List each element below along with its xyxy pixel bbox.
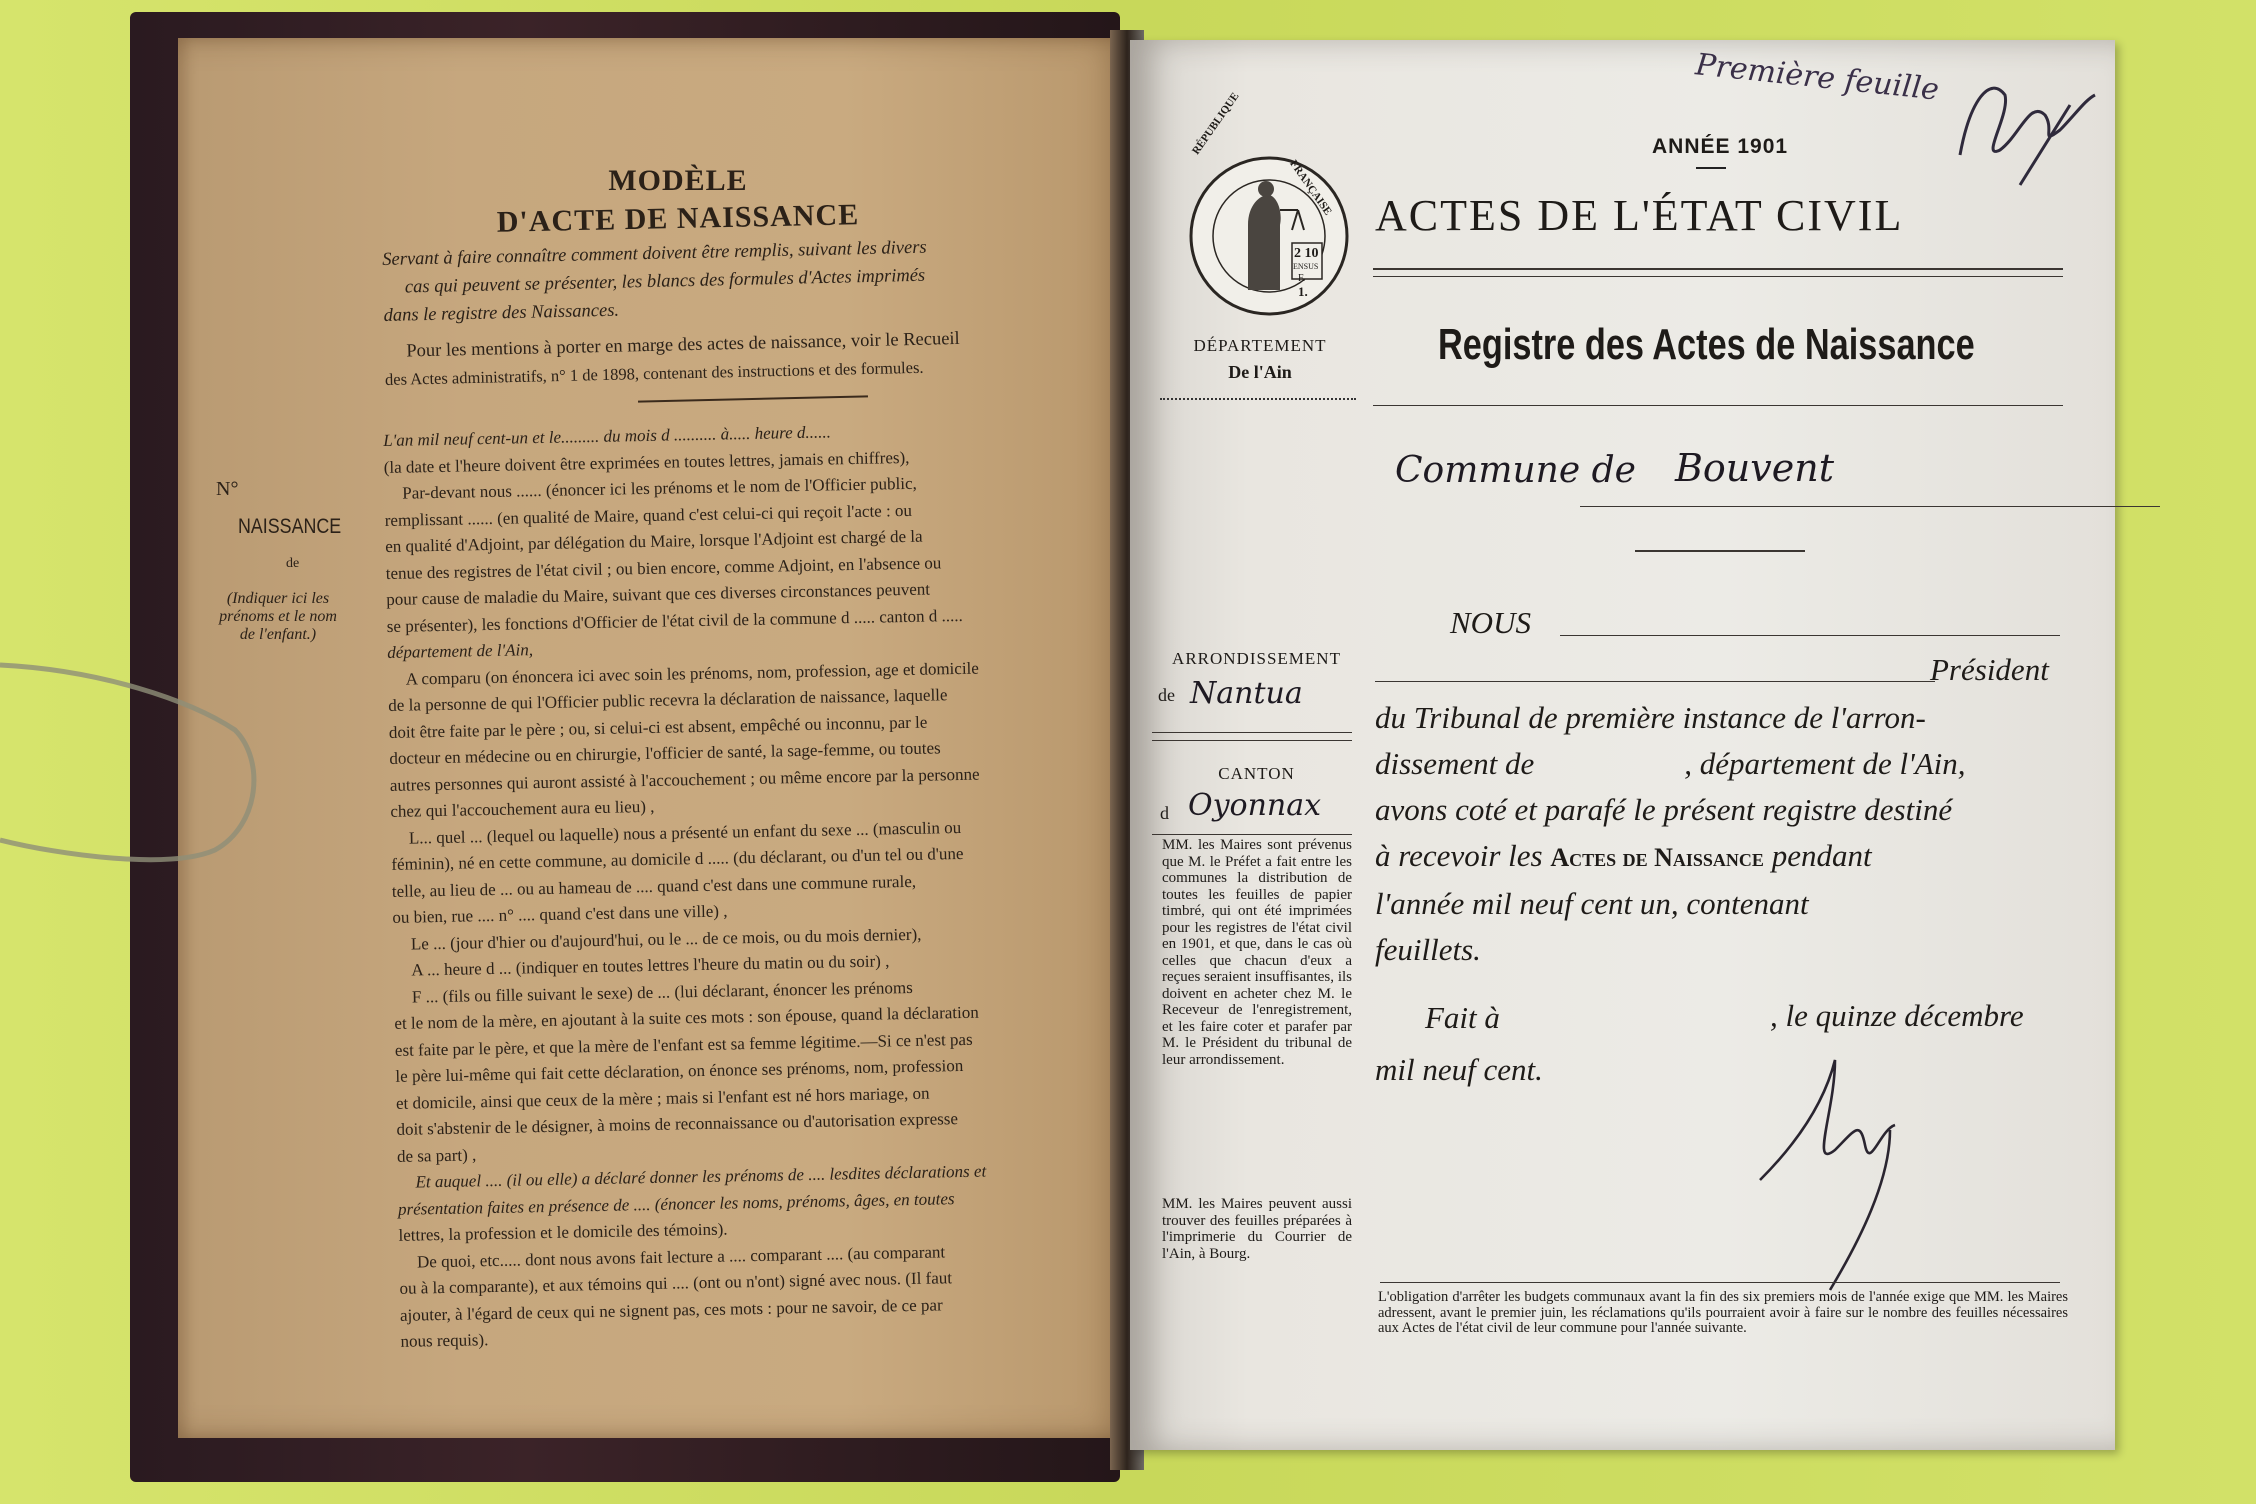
canton-rule	[1152, 834, 1352, 835]
department-value: De l'Ain	[1228, 362, 1292, 382]
president-rule	[1375, 681, 1935, 682]
body-line: docteur en médecine ou en chirurgie, l'officier de santé, la sage-femme, ou toutes	[389, 738, 941, 768]
body-line: de la personne de qui l'Officier public recevra la déclaration de naissance, laquelle	[388, 685, 948, 715]
fait-a-label: Fait à	[1425, 1000, 1500, 1035]
margin-de-label: de	[286, 556, 300, 571]
body-line: présentation faites en présence de .... (énoncer les noms, prénoms, âges, en toutes	[397, 1188, 955, 1219]
body-line: ou à la comparante), et aux témoins qui .... (ont ou n'ont) signé avec nous. (Il faut	[399, 1268, 953, 1298]
department-rule	[1160, 398, 1356, 400]
margin-note-line: (Indiquer ici les	[226, 590, 330, 607]
body-line: ajouter, à l'égard de ceux qui ne signent pas, ces mots : pour ne savoir, de ce par	[399, 1294, 943, 1325]
registration-line	[1375, 833, 2075, 881]
right-page	[1130, 40, 2115, 1450]
body-line: De quoi, etc..... dont nous avons fait lecture a .... comparant .... (au comparant	[416, 1241, 946, 1271]
commune-short-rule	[1635, 550, 1805, 552]
registration-line: l'année mil neuf cent un, contenant	[1375, 886, 1809, 921]
seal-value: 2 10	[1294, 246, 1319, 261]
model-intro	[382, 230, 1075, 394]
canton-label: CANTON	[1218, 764, 1295, 783]
registration-line-part: pendant	[1771, 838, 1872, 873]
intro-line: dans le registre des Naissances.	[383, 300, 620, 326]
margin-naissance-label: NAISSANCE	[238, 515, 342, 538]
body-line: Par-devant nous ...... (énoncer ici les prénoms et le nom de l'Officier public,	[402, 473, 917, 503]
seal-republique-text: RÉPUBLIQUE	[1190, 90, 1242, 157]
body-line: pour cause de maladie du Maire, suivant que ces diverses circonstances peuvent	[386, 579, 931, 609]
body-line: A comparu (on énoncera ici avec soin les prénoms, nom, profession, age et domicile	[405, 658, 980, 689]
model-body-text	[383, 415, 1101, 1356]
margin-note	[204, 590, 352, 644]
registration-line-part: dissement de	[1375, 746, 1535, 781]
nous-label: NOUS	[1450, 605, 1531, 640]
left-page	[178, 38, 1128, 1438]
handwritten-first-sheet-note: Première feuille	[1693, 47, 1941, 108]
seal-francaise-text: FRANÇAISE	[1287, 158, 1334, 218]
year-label: ANNÉE 1901	[1652, 135, 1789, 158]
body-line: de sa part) ,	[396, 1144, 477, 1166]
eyeglasses-arm	[0, 640, 280, 880]
body-line: est faite par le père, et que la mère de l'enfant est sa femme légitime.—Si ce n'est pas	[394, 1029, 973, 1060]
body-line: L... quel ... (lequel ou laquelle) nous a présenté un enfant du sexe ... (masculin ou	[408, 817, 962, 848]
commune-label: Commune de	[1395, 450, 1636, 491]
canton-de: d	[1160, 803, 1169, 823]
date-text: , le quinze décembre	[1770, 998, 2024, 1033]
stamp-seal-icon	[1188, 155, 1350, 317]
seal-one: 1.	[1298, 284, 1308, 299]
body-line: tenue des registres de l'état civil ; ou bien encore, comme Adjoint, en l'absence ou	[385, 552, 942, 583]
model-title-line1: MODÈLE	[608, 164, 748, 197]
registration-body	[1375, 695, 2075, 973]
margin-note-line: de l'enfant.)	[239, 626, 317, 643]
body-line: Le ... (jour d'hier ou d'aujourd'hui, ou le ... de ce mois, ou du mois dernier),	[410, 924, 922, 954]
body-line: A ... heure d ... (indiquer en toutes lettres l'heure du matin ou du soir) ,	[411, 951, 890, 980]
nous-rule	[1560, 635, 2060, 636]
registration-line-part: , département de l'Ain,	[1684, 746, 1966, 781]
body-line: lettres, la profession et le domicile des témoins).	[398, 1219, 728, 1245]
model-title-line2: D'ACTE DE NAISSANCE	[496, 198, 860, 239]
printer-side-note: MM. les Maires peuvent aussi trouver des feuilles préparées à l'imprimerie du Courrier de l'Ain, à Bourg.	[1162, 1196, 1352, 1262]
margin-number-label: N°	[216, 478, 239, 500]
footer-rule	[1380, 1282, 2060, 1283]
handwritten-signature-top	[1910, 60, 2110, 190]
body-line: autres personnes qui auront assisté à l'accouchement ; ou même encore par la personne	[389, 764, 980, 795]
margin-note-line: prénoms et le nom	[219, 608, 337, 625]
intro-line: Servant à faire connaître comment doivent être remplis, suivant les divers	[382, 237, 927, 270]
president-label: Président	[1930, 652, 2049, 687]
year-underline	[1696, 167, 1726, 169]
registration-line: avons coté et parafé le présent registre destiné	[1375, 792, 1953, 827]
arrondissement-value: Nantua	[1190, 676, 1303, 711]
body-line: doit s'abstenir de le désigner, à moins de reconnaissance ou d'autorisation expresse	[396, 1109, 959, 1139]
prefect-side-note: MM. les Maires sont prévenus que M. le Préfet a fait entre les communes la distribution de toutes les feuilles de papier timbré, qui ont été imprimées pour les registres de l'état civil en 1901, et que, dans le cas où celles que chacun d'eux a reçues seraient insuffisantes, ils doivent en acheter chez M. le Receveur de l'enregistrement, et les faire coter et parafer par M. le Président du tribunal de leur arrondissement.	[1162, 837, 1352, 1068]
registration-line: du Tribunal de première instance de l'arron-	[1375, 700, 1926, 735]
handwritten-signature-bottom	[1740, 1020, 1920, 1310]
title-rule	[1373, 268, 2063, 270]
body-line: se présenter), les fonctions d'Officier de l'état civil de la commune d ..... canton d .....	[386, 605, 963, 636]
birth-register-title: Registre des Actes de Naissance	[1438, 320, 1975, 369]
arrondissement-rule	[1152, 732, 1352, 733]
arrondissement-de: de	[1158, 685, 1175, 705]
registration-line	[1375, 741, 2075, 787]
body-line: ou bien, rue .... n° .... quand c'est dans une ville) ,	[392, 901, 728, 927]
intro-line: Pour les mentions à porter en marge des actes de naissance, voir le Recueil	[406, 328, 960, 362]
arrondissement-label: ARRONDISSEMENT	[1172, 649, 1341, 668]
registration-line-part: Actes de Naissance	[1550, 843, 1764, 872]
body-line: remplissant ...... (en qualité de Maire, quand c'est celui-ci qui reçoit l'acte : ou	[384, 500, 913, 530]
department-label: DÉPARTEMENT	[1193, 336, 1327, 355]
title-rule-thin	[1373, 276, 2063, 277]
canton-value: Oyonnax	[1188, 788, 1322, 823]
registration-line: feuillets.	[1375, 932, 1481, 967]
body-line: (la date et l'heure doivent être exprimées en toutes lettres, jamais en chiffres),	[383, 447, 910, 477]
registre-rule	[1373, 405, 2063, 406]
body-line: et le nom de la mère, en ajoutant à la suite ces mots : son épouse, quand la déclaration	[394, 1002, 979, 1033]
body-line: département de l'Ain,	[387, 640, 534, 662]
body-line: en qualité d'Adjoint, par délégation du Maire, lorsque l'Adjoint est chargé de la	[385, 526, 923, 556]
civil-status-title: ACTES DE L'ÉTAT CIVIL	[1375, 191, 1904, 240]
body-line: et domicile, ainsi que ceux de la mère ; mais si l'enfant est né hors mariage, on	[395, 1083, 930, 1113]
body-line: Et auquel .... (il ou elle) a déclaré donner les prénoms de .... lesdites déclarations et	[415, 1161, 987, 1192]
body-line: nous requis).	[400, 1330, 489, 1351]
seal-ensus: ENSUS	[1293, 262, 1319, 271]
arrondissement-rule-2	[1152, 740, 1352, 741]
body-line: telle, au lieu de ... ou au hameau de .... quand c'est dans une commune rurale,	[391, 871, 917, 901]
mil-neuf-cent: mil neuf cent.	[1375, 1052, 1543, 1087]
registration-line-part: à recevoir les	[1375, 838, 1543, 873]
body-line: féminin), né en cette commune, au domicile d ..... (du déclarant, ou d'un tel ou d'une	[391, 843, 964, 874]
footer-budget-note: L'obligation d'arrêter les budgets communaux avant la fin des six premiers mois de l'année exige que MM. les Maires adressent, avant le premier juin, les réclamations qu'ils pourraient avoir à faire sur le nombre des feuilles nécessaires aux Actes de l'état civil de leur commune pour l'année suivante.	[1378, 1289, 2068, 1336]
intro-line: cas qui peuvent se présenter, les blancs des formules d'Actes imprimés	[404, 265, 926, 298]
ornamental-divider	[638, 395, 868, 402]
body-line: doit être faite par le père ; ou, si celui-ci est absent, empêché ou inconnu, par le	[388, 712, 928, 742]
intro-line: des Actes administratifs, n° 1 de 1898, contenant des instructions et des formules.	[384, 357, 924, 389]
body-line: F ... (fils ou fille suivant le sexe) de ... (lui déclarant, énoncer les prénoms	[411, 977, 913, 1007]
commune-value: Bouvent	[1675, 446, 1834, 490]
seal-f: F.	[1298, 273, 1306, 284]
body-line: chez qui l'accouchement aura eu lieu) ,	[390, 796, 655, 821]
body-line: le père lui-même qui fait cette déclaration, on énonce ses prénoms, nom, profession	[395, 1055, 964, 1086]
body-line: L'an mil neuf cent-un et le......... du mois d .......... à..... heure d......	[383, 422, 832, 450]
commune-rule	[1580, 506, 2160, 507]
